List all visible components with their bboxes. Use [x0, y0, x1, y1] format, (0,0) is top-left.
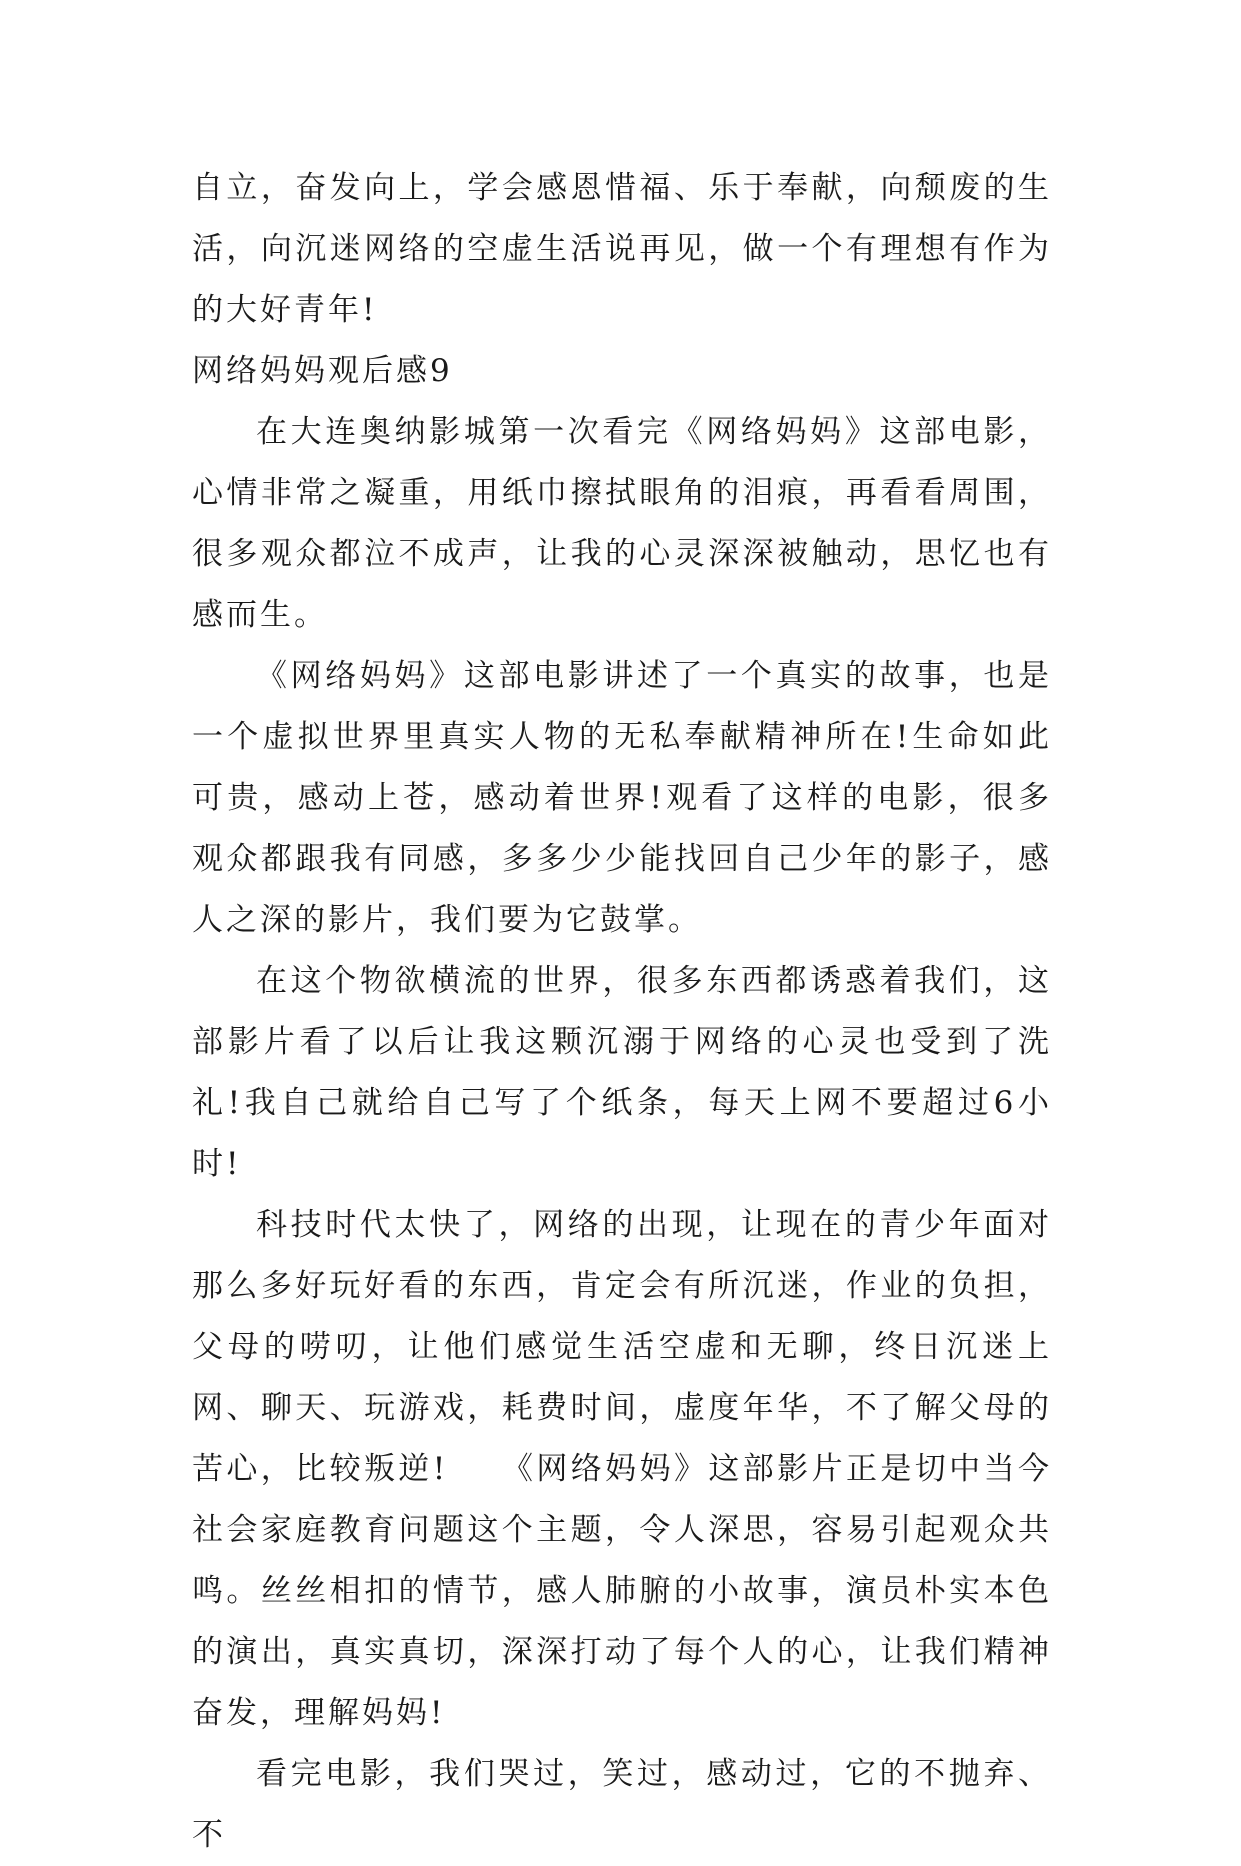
body-paragraph: 在这个物欲横流的世界，很多东西都诱惑着我们，这部影片看了以后让我这颗沉溺于网络的心灵也受到了洗礼!我自己就给自己写了个纸条，每天上网不要超过6小时! [192, 963, 1052, 1182]
document-body [192, 158, 1052, 1866]
body-paragraph: 《网络妈妈》这部电影讲述了一个真实的故事，也是一个虚拟世界里真实人物的无私奉献精神所在!生命如此可贵，感动上苍，感动着世界!观看了这样的电影，很多观众都跟我有同感，多多少少能找回自己少年的影子，感人之深的影片，我们要为它鼓掌。 [192, 658, 1052, 938]
body-paragraph: 看完电影，我们哭过，笑过，感动过，它的不抛弃、不 [192, 1756, 1052, 1853]
body-paragraph: 在大连奥纳影城第一次看完《网络妈妈》这部电影，心情非常之凝重，用纸巾擦拭眼角的泪痕，再看看周围，很多观众都泣不成声，让我的心灵深深被触动，思忆也有感而生。 [192, 414, 1052, 633]
section-heading: 网络妈妈观后感9 [192, 353, 453, 389]
continuation-paragraph: 自立，奋发向上，学会感恩惜福、乐于奉献，向颓废的生活，向沉迷网络的空虚生活说再见，做一个有理想有作为的大好青年! [192, 170, 1052, 328]
body-paragraph: 科技时代太快了，网络的出现，让现在的青少年面对那么多好玩好看的东西，肯定会有所沉迷，作业的负担，父母的唠叨，让他们感觉生活空虚和无聊，终日沉迷上网、聊天、玩游戏，耗费时间，虚度年华，不了解父母的苦心，比较叛逆! 《网络妈妈》这部影片正是切中当今社会家庭教育问题这个主题，令人深思，容易引起观众共鸣。丝丝相扣的情节，感人肺腑的小故事，演员朴实本色的演出，真实真切，深深打动了每个人的心，让我们精神奋发，理解妈妈! [192, 1207, 1052, 1731]
